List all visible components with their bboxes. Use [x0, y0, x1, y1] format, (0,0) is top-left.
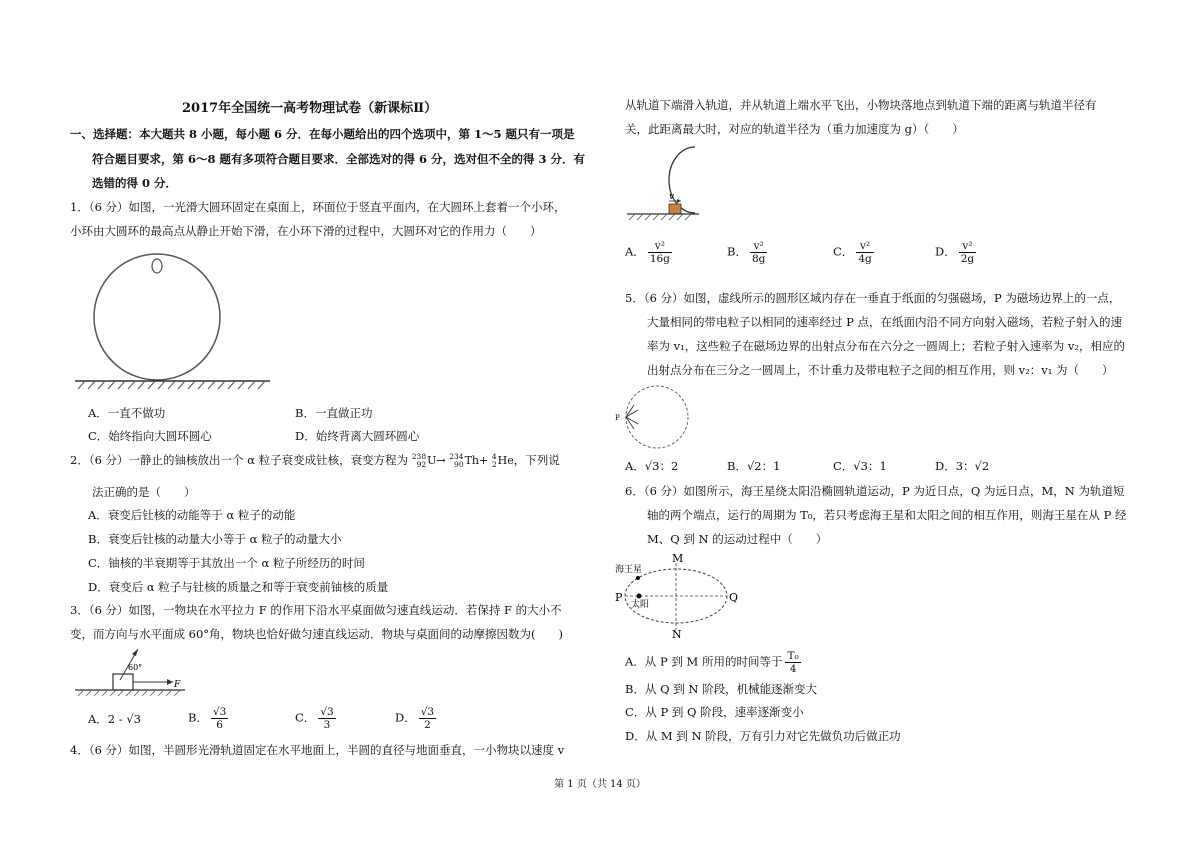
- q4-option-c-num: v²: [856, 240, 873, 253]
- q5-option-a: A．√3：2: [625, 459, 679, 473]
- q3-option-d-num: √3: [420, 706, 435, 718]
- q1-option-c: C．始终指向大圆环圆心: [88, 429, 212, 443]
- th-atomic-number: 90: [454, 460, 464, 469]
- th-symbol: Th+: [464, 454, 489, 467]
- force-label: F: [174, 680, 181, 690]
- q2-stem-suffix: ，下列说: [513, 453, 560, 467]
- q1-option-b: B．一直做正功: [295, 406, 373, 420]
- q3-option-c-label: C．: [295, 710, 316, 725]
- u-atomic-number: 92: [416, 460, 427, 469]
- q6-figure-orbit: [613, 552, 748, 640]
- angle-label: 60°: [128, 663, 143, 672]
- q3-option-b-label: B．: [188, 710, 208, 725]
- q4-option-b-label: B．: [727, 244, 747, 259]
- q4-option-d: [935, 240, 976, 265]
- q4-stem-line2: 从轨道下端滑入轨道，并从轨道上端水平飞出，小物块落地点到轨道下端的距离与轨道半径有: [625, 98, 1097, 112]
- helium-nuclide: [492, 453, 514, 469]
- q4-option-d-label: D．: [935, 244, 956, 259]
- q5-stem-line4: 出射点分布在三分之一圆周上，不计重力及带电粒子之间的相互作用，则 v₂：v₁ 为（ ）: [647, 363, 1114, 377]
- q4-stem-line1: 4．（6 分）如图，半圆形光滑轨道固定在水平地面上，半圆的直径与地面垂直，一小物块以速度 v: [70, 743, 565, 757]
- q3-stem-line1: 3．（6 分）如图，一物块在水平拉力 F 的作用下沿水平桌面做匀速直线运动．若保持 F 的大小不: [70, 603, 562, 617]
- point-q-label: Q: [729, 591, 739, 604]
- thorium-nuclide: [449, 453, 488, 469]
- q4-option-b-den: 8g: [751, 253, 766, 265]
- q2-stem-line2: 法正确的是（ ）: [92, 485, 196, 499]
- q1-option-d: D．始终背离大圆环圆心: [295, 429, 420, 443]
- q1-figure-ring: [70, 250, 270, 395]
- q4-option-c-den: 4g: [858, 253, 872, 265]
- q4-option-d-den: 2g: [960, 253, 975, 265]
- q6-stem-line3: M、Q 到 N 的运动过程中（ ）: [647, 532, 828, 546]
- q2-option-c: C．铀核的半衰期等于其放出一个 α 粒子所经历的时间: [88, 556, 365, 570]
- q3-option-b-den: 6: [216, 719, 223, 731]
- q2-stem-line1: [70, 452, 560, 469]
- q3-option-d: [395, 706, 436, 731]
- q4-option-a-den: 16g: [649, 253, 670, 265]
- q4-option-a: [625, 240, 672, 265]
- q5-stem-line3: 率为 v₁，这些粒子在磁场边界的出射点分布在六分之一圆周上；若粒子射入速率为 v₂，相应的: [647, 339, 1126, 353]
- q4-figure-track: [625, 140, 735, 225]
- q4-option-c-label: C．: [833, 244, 854, 259]
- u-mass-number: 238: [411, 452, 427, 461]
- uranium-nuclide: [412, 453, 446, 469]
- q6-option-b: B．从 Q 到 N 阶段，机械能逐渐变大: [625, 682, 818, 696]
- q2-option-b: B．衰变后钍核的动量大小等于 α 粒子的动量大小: [88, 532, 342, 546]
- he-symbol: He: [497, 454, 514, 467]
- section-instructions-line2: 符合题目要求，第 6～8 题有多项符合题目要求．全部选对的得 6 分，选对但不全的得 3 分．有: [92, 152, 586, 166]
- q5-option-c: C．√3：1: [833, 459, 887, 473]
- q3-option-d-label: D．: [395, 710, 416, 725]
- th-mass-number: 234: [449, 452, 464, 461]
- page-title: 2017年全国统一高考物理试卷（新课标Ⅱ）: [182, 101, 438, 116]
- point-n-label: N: [672, 628, 682, 640]
- u-symbol: U→: [427, 454, 446, 467]
- he-mass-number: 4: [491, 452, 497, 461]
- q3-option-b: [188, 706, 228, 731]
- q4-option-a-num: v²: [648, 240, 672, 253]
- section-instructions-line3: 选错的得 0 分．: [92, 176, 178, 190]
- q4-option-b: [727, 240, 767, 265]
- q3-stem-line2: 变，而方向与水平面成 60°角，物块也恰好做匀速直线运动．物块与桌面间的动摩擦因数为( ): [70, 627, 564, 641]
- q2-option-d: D．衰变后 α 粒子与钍核的质量之和等于衰变前铀核的质量: [88, 580, 389, 594]
- q6-option-d: D．从 M 到 N 阶段，万有引力对它先做负功后做正功: [625, 729, 901, 743]
- q3-figure-block: [70, 644, 190, 704]
- q2-stem-prefix: 2．（6 分）一静止的铀核放出一个 α 粒子衰变成钍核，衰变方程为: [70, 453, 409, 467]
- q3-option-d-den: 2: [424, 719, 431, 731]
- q5-stem-line1: 5．（6 分）如图，虚线所示的圆形区域内存在一垂直于纸面的匀强磁场，P 为磁场边界上的一点，: [625, 291, 1121, 305]
- q1-stem-line1: 1．（6 分）如图，一光滑大圆环固定在桌面上，环面位于竖直平面内，在大圆环上套着一个小环，: [70, 200, 566, 214]
- q4-option-b-num: v²: [750, 240, 767, 253]
- q6-stem-line2: 轴的两个端点，运行的周期为 T₀，若只考虑海王星和太阳之间的相互作用，则海王星在从 P 经: [647, 508, 1127, 522]
- q4-option-a-label: A．: [625, 244, 645, 259]
- q4-option-d-num: v²: [959, 240, 976, 253]
- q3-option-c-num: √3: [320, 706, 334, 718]
- q3-option-c: [295, 706, 336, 731]
- q5-stem-line2: 大量相同的带电粒子以相同的速率经过 P 点，在纸面内沿不同方向射入磁场，若粒子射入的速: [647, 315, 1123, 329]
- q3-option-b-num: √3: [212, 706, 227, 718]
- q6-option-a-label: A．从 P 到 M 所用的时间等于: [625, 654, 783, 669]
- q4-option-c: [833, 240, 874, 265]
- q5-option-b: B．√2：1: [727, 459, 781, 473]
- q6-option-a-num: T₀: [787, 650, 799, 662]
- q6-option-a-den: 4: [789, 663, 797, 675]
- page-footer: 第 1 页（共 14 页）: [554, 779, 646, 790]
- q6-stem-line1: 6．（6 分）如图所示，海王星绕太阳沿椭圆轨道运动，P 为近日点，Q 为远日点，M，N 为轨道短: [625, 484, 1125, 498]
- neptune-label: 海王星: [615, 565, 643, 575]
- section-instructions-line1: 一、选择题：本大题共 8 小题，每小题 6 分．在每小题给出的四个选项中，第 1～5 题只有一项是: [70, 127, 575, 141]
- q4-stem-line3: 关，此距离最大时，对应的轨道半径为（重力加速度为 g）（ ）: [625, 122, 964, 136]
- q6-option-a: [625, 650, 801, 675]
- q5-figure-field: [611, 383, 701, 451]
- q3-option-a: A．2 - √3: [88, 712, 141, 726]
- q6-option-c: C．从 P 到 Q 阶段，速率逐渐变小: [625, 705, 804, 719]
- velocity-label: v: [669, 192, 675, 202]
- q5-option-d: D．3：√2: [935, 459, 990, 473]
- point-p-label: P: [615, 591, 623, 604]
- q3-option-c-den: 3: [323, 719, 331, 731]
- q1-option-a: A．一直不做功: [88, 406, 166, 420]
- point-p-label: P: [615, 414, 620, 422]
- sun-label: 太阳: [631, 600, 650, 610]
- q2-option-a: A．衰变后钍核的动能等于 α 粒子的动能: [88, 508, 296, 522]
- q1-stem-line2: 小环由大圆环的最高点从静止开始下滑，在小环下滑的过程中，大圆环对它的作用力（ ）: [70, 224, 542, 238]
- he-atomic-number: 2: [491, 460, 497, 469]
- point-m-label: M: [672, 552, 684, 565]
